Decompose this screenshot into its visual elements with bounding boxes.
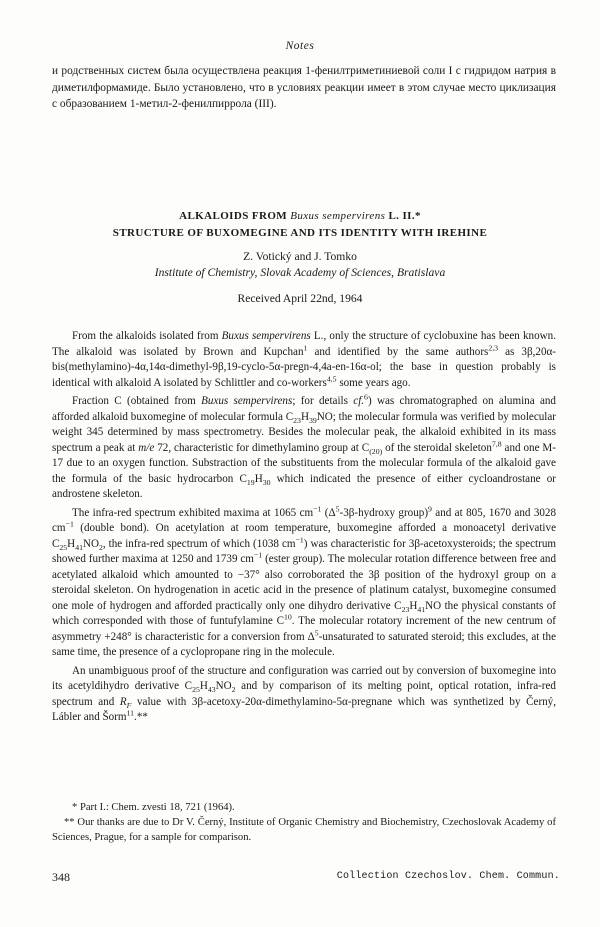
footnote-2: ** Our thanks are due to Dr V. Černý, Institute of Organic Chemistry and Biochemistry, Czechoslovak Academy of Sciences, Prague, for a sample for comparison. [52, 817, 556, 843]
article-title [0, 208, 600, 242]
article-body [52, 329, 556, 729]
journal-name: Collection Czechoslov. Chem. Commun. [336, 871, 560, 882]
institute: Institute of Chemistry, Slovak Academy of Sciences, Bratislava [154, 266, 446, 279]
page-number: 348 [52, 870, 70, 884]
title-line-1a: ALKALOIDS FROM [179, 210, 291, 222]
title-species: Buxus sempervirens [290, 210, 386, 222]
running-head: Notes [285, 40, 315, 52]
body-paragraph-3: The infra-red spectrum exhibited maxima at 1065 $cm^{-1}$ ($\Delta^5-3\beta$-hydroxy group)$^9$ and at 805, 1670 and 3028 $cm^{-1}$ (double bond). On acetylation at room temperature, buxomegine afforded a monoacetyl derivative $C_{25}H_{41}NO_2$, the infra-red spectrum of which (1038 $cm^{-1}$) was characteristic for 3β-acetoxysteroids; the spectrum showed further maxima at 1250 and 1739 $cm^{-1}$ (ester group). The molecular rotation difference between free and acetylated alkaloid which amounted to −37° also corroborated the 3β position of the hydroxyl group on a steroidal skeleton. On hydrogenation in acetic acid in the presence of platinum catalyst, buxomegine consumed one mole of hydrogen and afforded practically only one dihydro derivative $C_{23}H_{41}NO$ the physical constants of which corresponded with those of funtufylamine $C^{10}$. The molecular rotatory increment of the new centrum of asymmetry +248° is characteristic for a conversion from $\Delta^5$-unsaturated to saturated steroid; this excludes, at the same time, the presence of a cyclopropane ring in the molecule. [52, 503, 557, 658]
body-paragraph-2: Fraction C (obtained from Buxus sempervirens; for details cf.$^6$) was chromatographed on alumina and afforded alkaloid buxomegine of molecular formula $C_{23}H_{39}NO$; the molecular formula was verified by molecular weight 345 determined by mass spectrometry. Besides the molecular peak, the alkaloid exhibited in its mass spectrum a peak at m/e 72, characteristic for dimethylamino group at $C_{(20)}$ of the steroidal skeleton$^{7,8}$ and one M-17 due to an oxygen function. Substraction of the substituents from the molecular formula of the alkaloid gave the formula of the basic hydrocarbon $C_{19}H_{30}$ which indicated the presence of either cycloandrostane or androstene skeleton. [52, 392, 556, 500]
title-line-2: STRUCTURE OF BUXOMEGINE AND ITS IDENTITY WITH IREHINE [112, 227, 488, 239]
intro-paragraph: и родственных систем была осуществлена реакция 1-фенилтриметиниевой соли I с гидридом натрия в диметилформамиде. Было установлено, что в условиях реакции имеет в этом случае место циклизация с образованием 1-метил-2-фенилпиррола (III). [52, 65, 556, 110]
title-line-1b: L. II.* [385, 210, 421, 222]
footnote-1: * Part I.: Chem. zvesti 18, 721 (1964). [72, 802, 235, 813]
footnotes [52, 800, 556, 845]
authors: Z. Votický and J. Tomko [243, 250, 357, 263]
body-paragraph-1: From the alkaloids isolated from Buxus sempervirens L., only the structure of cyclobuxine has been known. The alkaloid was isolated by Brown and Kupchan$^1$ and identified by the same authors$^{2,3}$ as 3β,20α-bis(methylamino)-4α,14α-dimethyl-9β,19-cyclo-5α-pregn-4,4a-en-16α-ol; the base in question probably is identical with alkaloid A isolated by Schlittler and co-workers$^{4,5}$ some years ago. [52, 330, 556, 389]
title-line-1 [0, 208, 600, 225]
received-date: Received April 22nd, 1964 [237, 292, 363, 305]
body-paragraph-4: An unambiguous proof of the structure and configuration was carried out by conversion of buxomegine into its acetyldihydro derivative $C_{25}H_{43}NO_2$ and by comparison of its melting point, optical rotation, infra-red spectrum and $R_F$ value with 3β-acetoxy-20α-dimethylamino-5α-pregnane which was synthetized by Černý, Lábler and Šorm$^{11}$.** [52, 664, 557, 723]
